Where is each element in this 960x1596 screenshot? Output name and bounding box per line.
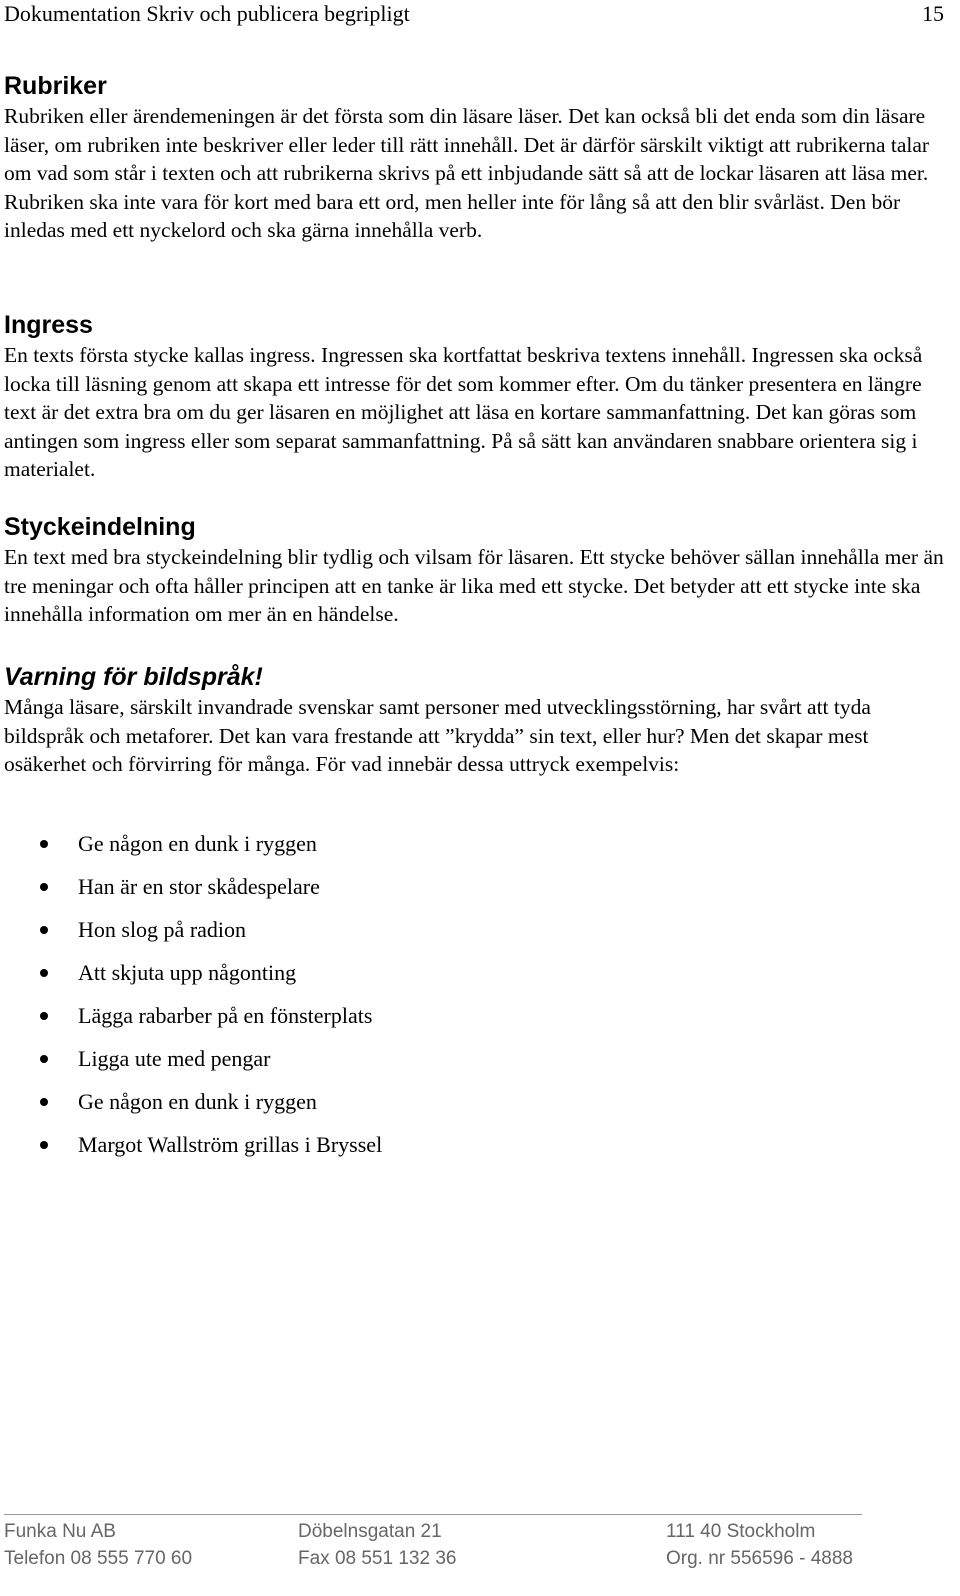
paragraph-styckeindelning: En text med bra styckeindelning blir tydlig och vilsam för läsaren. Ett stycke behöver sällan innehålla mer än tre meningar och ofta håller principen att en tanke är lika med ett stycke. Det betyder att ett stycke inte ska innehålla information om mer än en händelse. — [4, 545, 944, 627]
list-item: Margot Wallström grillas i Bryssel — [4, 1127, 382, 1170]
list-item: Lägga rabarber på en fönsterplats — [4, 998, 382, 1041]
footer-org-number: Org. nr 556596 - 4888 — [666, 1548, 853, 1569]
footer-address-column — [298, 1518, 456, 1572]
heading-ingress: Ingress — [4, 311, 93, 339]
list-item: Ge någon en dunk i ryggen — [4, 826, 382, 869]
paragraph-rubriker: Rubriken eller ärendemeningen är det första som din läsare läser. Det kan också bli det enda som din läsare läser, om rubriken inte beskriver eller leder till rätt innehåll. Det är därför särskilt viktigt att rubrikerna talar om vad som står i texten och att rubrikerna skrivs på ett inbjudande sätt så att de lockar läsaren att läsa mer. Rubriken ska inte vara för kort med bara ett ord, men heller inte för lång så att den blir svårläst. Den bör inledas med ett nyckelord och ska gärna innehålla verb. — [4, 104, 930, 243]
footer-street: Döbelnsgatan 21 — [298, 1521, 442, 1542]
example-list — [4, 826, 382, 1170]
document-title: Dokumentation Skriv och publicera begripligt — [4, 1, 410, 26]
list-item: Ligga ute med pengar — [4, 1041, 382, 1084]
list-item: Att skjuta upp någonting — [4, 955, 382, 998]
heading-rubriker: Rubriker — [4, 72, 107, 100]
list-item: Hon slog på radion — [4, 912, 382, 955]
bullet-icon — [40, 969, 48, 977]
bullet-icon — [40, 1141, 48, 1149]
section-rubriker — [4, 70, 944, 245]
section-styckeindelning — [4, 511, 944, 629]
footer-company: Funka Nu AB — [4, 1521, 116, 1542]
bullet-icon — [40, 883, 48, 891]
bullet-icon — [40, 1012, 48, 1020]
bullet-icon — [40, 926, 48, 934]
list-item: Han är en stor skådespelare — [4, 869, 382, 912]
paragraph-varning: Många läsare, särskilt invandrade svenskar samt personer med utvecklingsstörning, har svårt att tyda bildspråk och metaforer. Det kan vara frestande att ”krydda” sin text, eller hur? Men det skapar mest osäkerhet och förvirring för många. För vad innebär dessa uttryck exempelvis: — [4, 695, 871, 777]
heading-styckeindelning: Styckeindelning — [4, 513, 196, 541]
bullet-icon — [40, 840, 48, 848]
footer-company-column — [4, 1518, 192, 1572]
paragraph-ingress: En texts första stycke kallas ingress. Ingressen ska kortfattat beskriva textens innehåll. Ingressen ska också locka till läsning genom att skapa ett intresse för det som kommer efter. Om du tänker presentera en längre text är det extra bra om du ger läsaren en möjlighet att läsa en kortare sammanfattning. Det kan göras som antingen som ingress eller som separat sammanfattning. På så sätt kan användaren snabbare orientera sig i materialet. — [4, 343, 923, 482]
section-varning — [4, 661, 944, 779]
bullet-icon — [40, 1055, 48, 1063]
bullet-icon — [40, 1098, 48, 1106]
page-number: 15 — [922, 1, 944, 26]
page-header — [4, 0, 944, 30]
footer-divider — [4, 1514, 862, 1515]
footer-city-column — [666, 1518, 853, 1572]
footer-city: 111 40 Stockholm — [666, 1521, 816, 1542]
section-ingress — [4, 309, 944, 484]
list-item: Ge någon en dunk i ryggen — [4, 1084, 382, 1127]
heading-varning: Varning för bildspråk! — [4, 663, 263, 691]
footer-phone: Telefon 08 555 770 60 — [4, 1548, 193, 1569]
footer-fax: Fax 08 551 132 36 — [298, 1548, 457, 1569]
